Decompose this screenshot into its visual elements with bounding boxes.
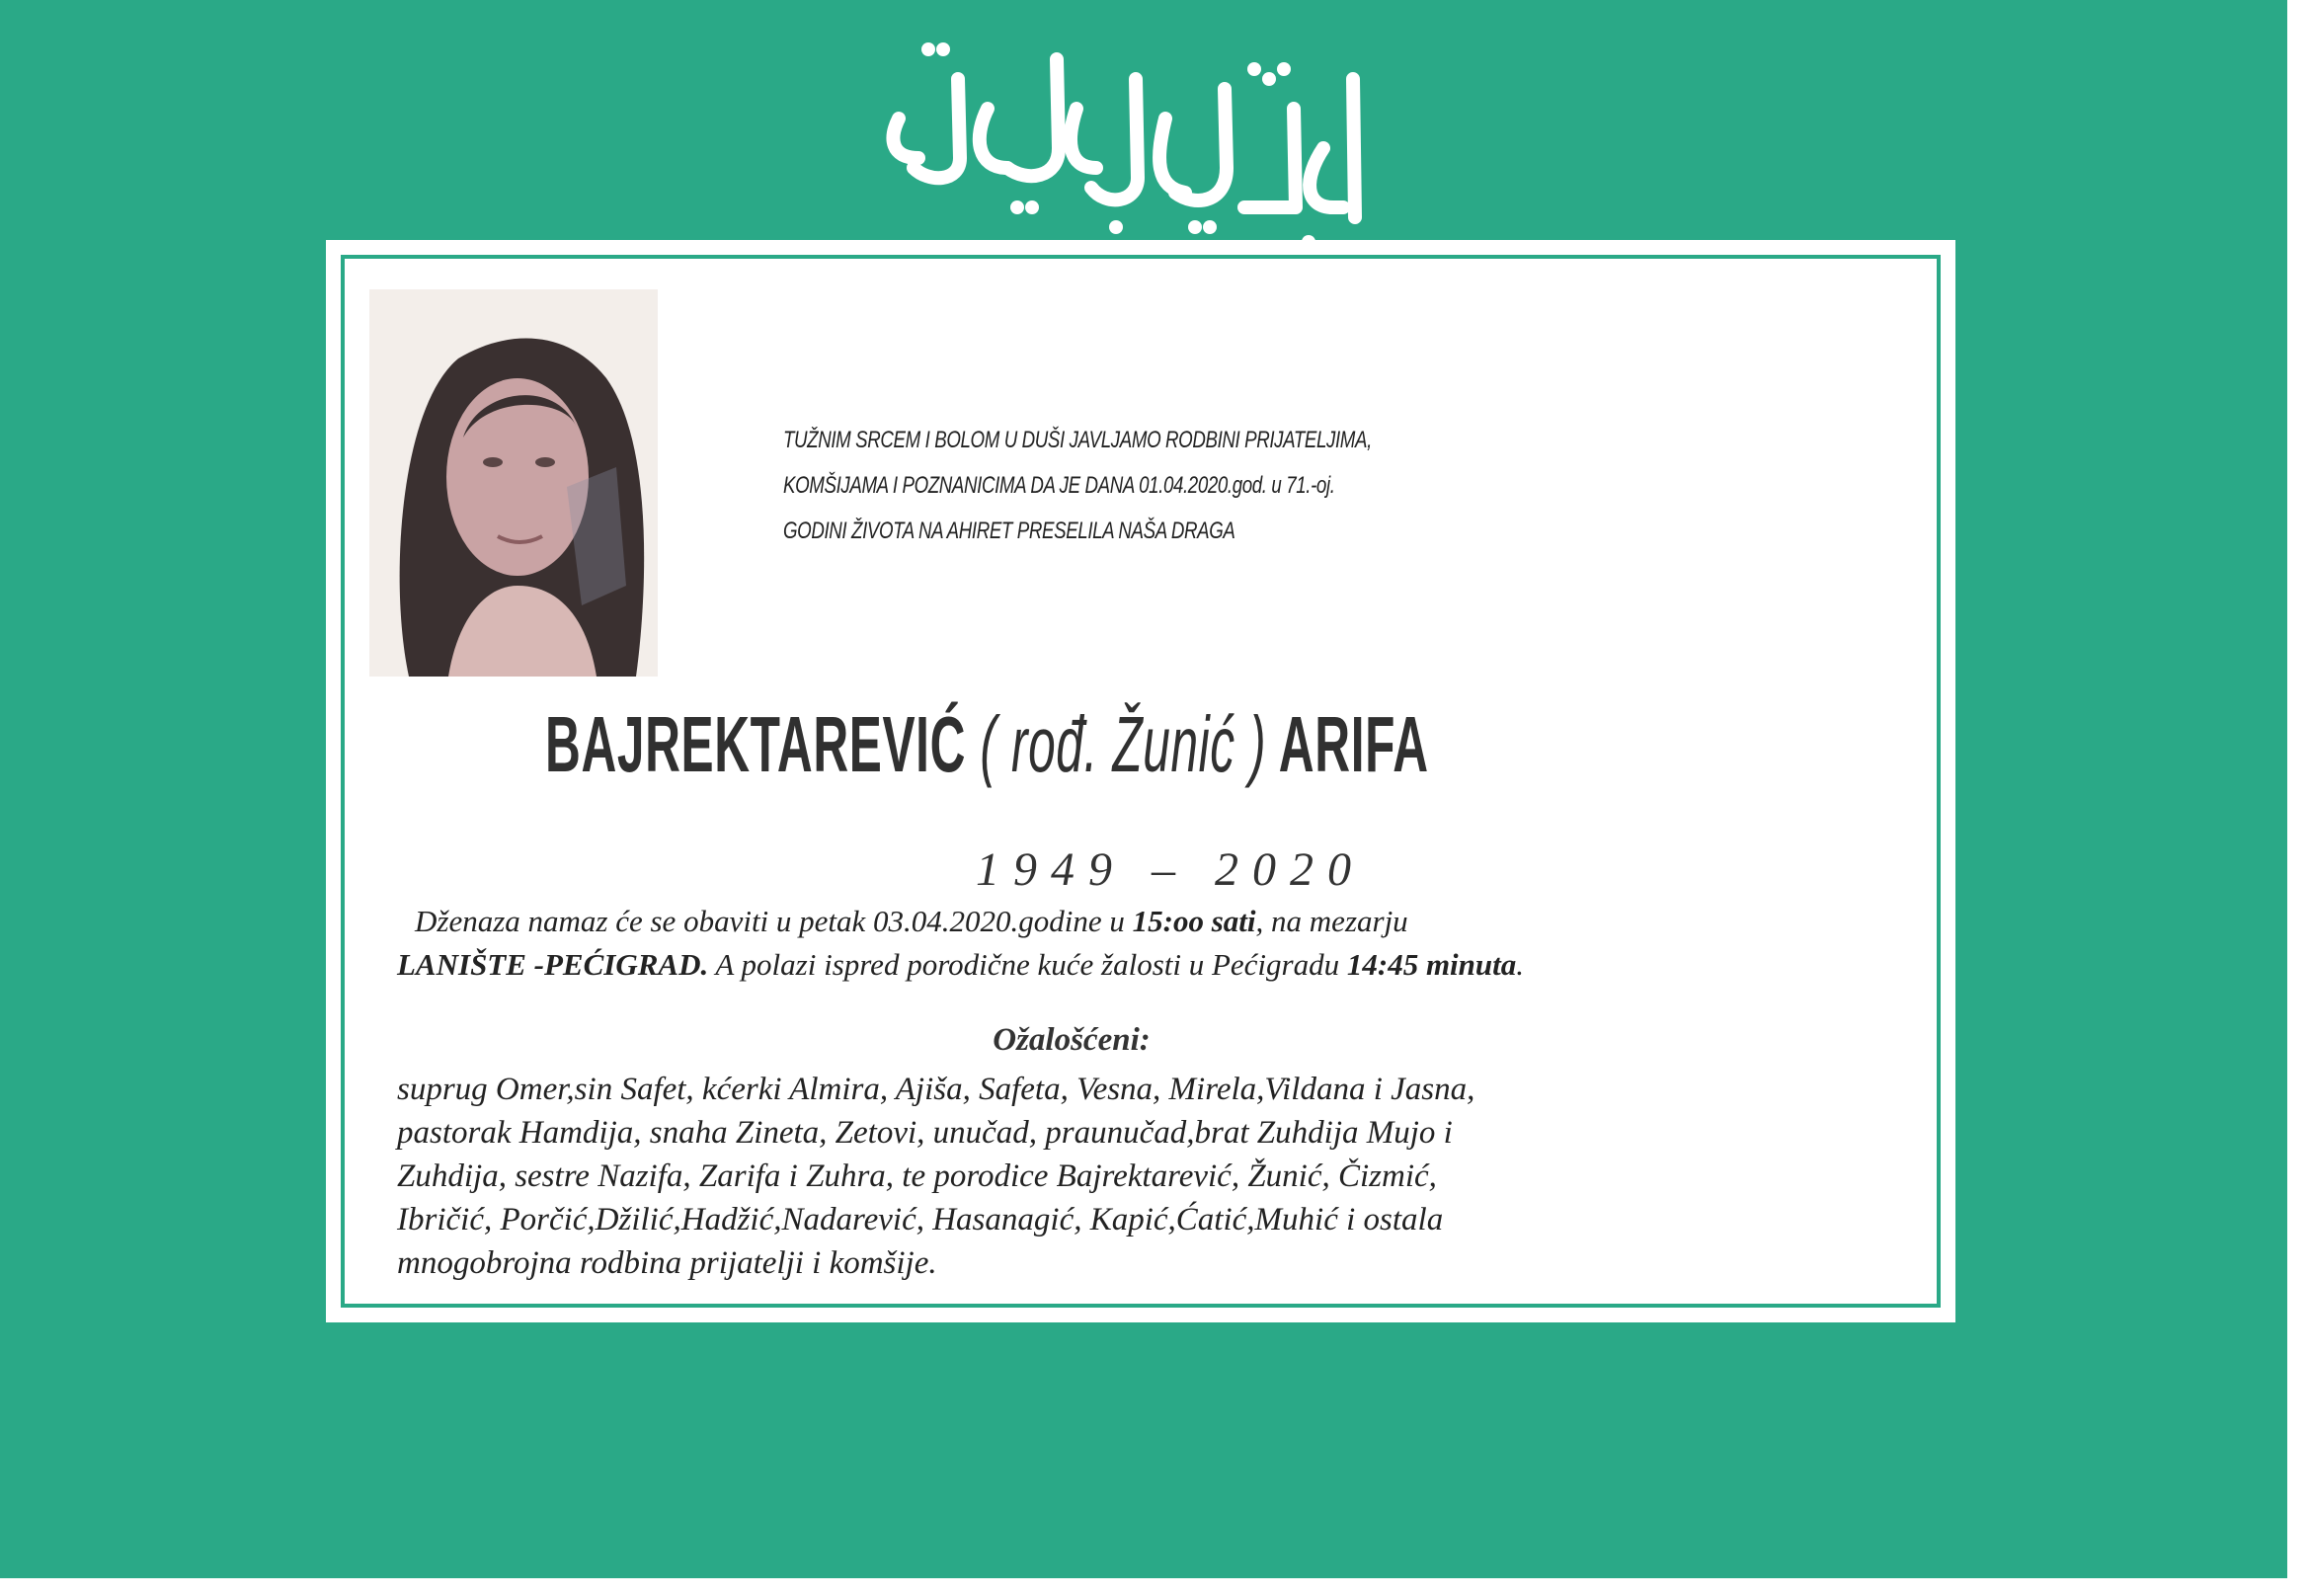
- mourners-heading: Ožalošćeni:: [993, 1022, 1151, 1058]
- funeral-place: LANIŠTE -PEĆIGRAD.: [397, 947, 709, 982]
- notice-panel: [326, 240, 1955, 1322]
- announcement-intro: [783, 418, 1553, 554]
- deceased-name: [545, 699, 1429, 790]
- mourners-line: suprug Omer,sin Safet, kćerki Almira, Ajiša, Safeta, Vesna, Mirela,Vildana i Jasna,: [397, 1072, 1475, 1107]
- mourners-line: mnogobrojna rodbina prijatelji i komšije.: [397, 1245, 937, 1281]
- deceased-portrait: [369, 289, 658, 677]
- funeral-text: A polazi ispred porodične kuće žalosti u Pećigradu: [708, 947, 1347, 982]
- funeral-text: .: [1516, 947, 1525, 982]
- deceased-surname: BAJREKTAREVIĆ: [545, 700, 967, 788]
- mourners-line: Ibričić, Porčić,Džilić,Hadžić,Nadarević, Hasanagić, Kapić,Ćatić,Muhić i ostala: [397, 1202, 1444, 1237]
- deceased-maiden-name: ( rođ. Žunić ): [980, 700, 1267, 788]
- mourners-line: pastorak Hamdija, snaha Zineta, Zetovi, unučad, praunučad,brat Zuhdija Mujo i: [397, 1115, 1453, 1151]
- funeral-time: 15:oo sati: [1132, 904, 1256, 938]
- funeral-text: Dženaza namaz će se obaviti u petak 03.04.2020.godine u: [415, 904, 1133, 938]
- funeral-line-2: [397, 943, 1938, 987]
- intro-line: KOMŠIJAMA I POZNANICIMA DA JE DANA 01.04.2020.god. u 71.-oj.: [783, 472, 1335, 499]
- arabic-calligraphy-header: [869, 20, 1383, 247]
- funeral-details: [397, 900, 1938, 987]
- funeral-line-1: [397, 900, 1938, 943]
- funeral-text: , na mezarju: [1255, 904, 1408, 938]
- deceased-given-name: ARIFA: [1278, 700, 1429, 788]
- life-years: 1949 – 2020: [976, 843, 1365, 896]
- mourners-line: Zuhdija, sestre Nazifa, Zarifa i Zuhra, te porodice Bajrektarević, Žunić, Čizmić,: [397, 1158, 1437, 1194]
- mourners-list: [397, 1068, 1938, 1285]
- intro-line: GODINI ŽIVOTA NA AHIRET PRESELILA NAŠA DRAGA: [783, 518, 1235, 544]
- intro-line: TUŽNIM SRCEM I BOLOM U DUŠI JAVLJAMO RODBINI PRIJATELJIMA,: [783, 427, 1372, 453]
- departure-time: 14:45 minuta: [1346, 947, 1517, 982]
